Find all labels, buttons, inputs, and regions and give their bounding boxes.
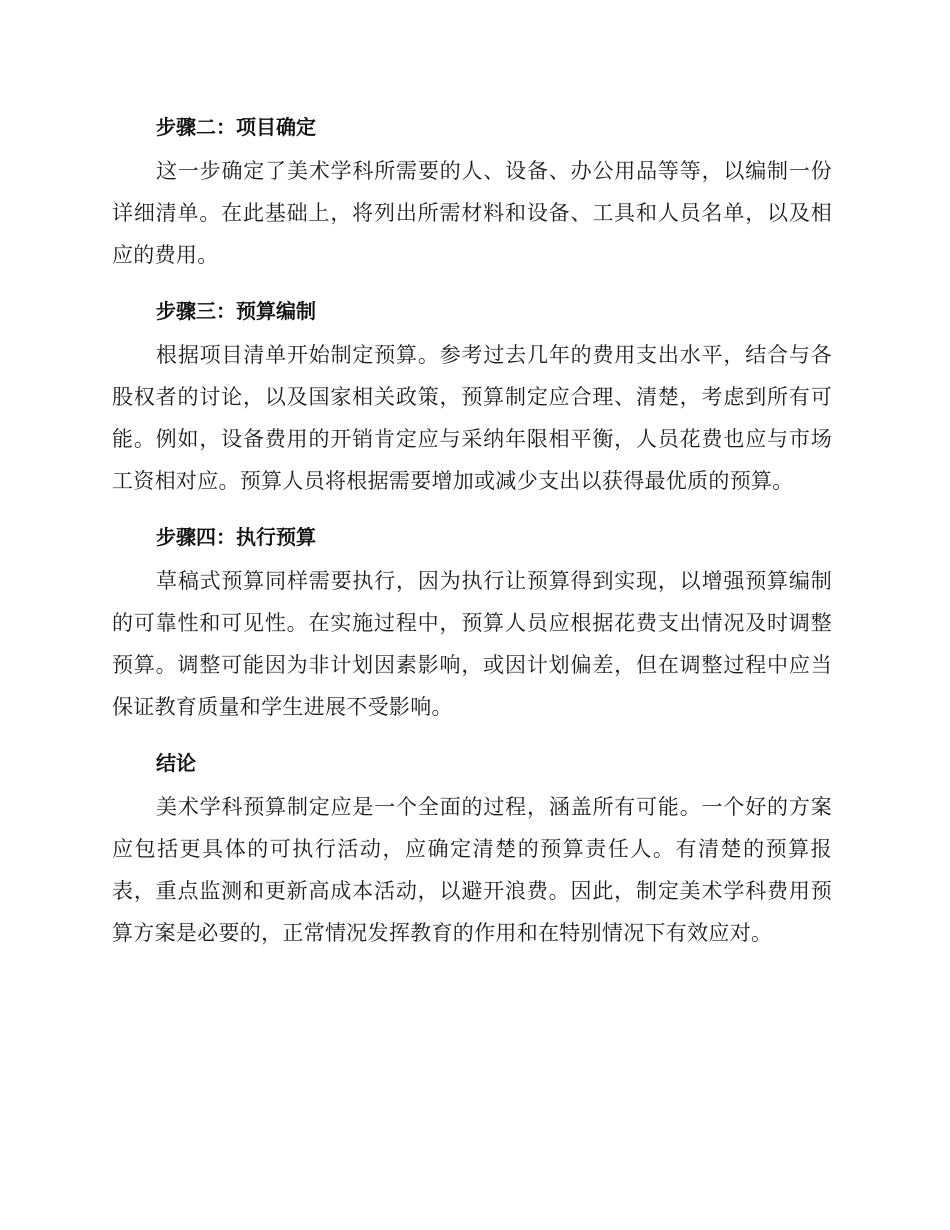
- document-body: [112, 104, 832, 954]
- spacer: [112, 502, 832, 514]
- section-heading-step-four: 步骤四：执行预算: [156, 525, 316, 549]
- section-paragraph-step-three: 根据项目清单开始制定预算。参考过去几年的费用支出水平，结合与各股权者的讨论，以及国家相关政策，预算制定应合理、清楚，考虑到所有可能。例如，设备费用的开销肯定应与采纳年限相平衡，人员花费也应与市场工资相对应。预算人员将根据需要增加或减少支出以获得最优质的预算。: [112, 343, 832, 493]
- section-heading-conclusion: 结论: [156, 751, 196, 775]
- spacer: [112, 276, 832, 288]
- section-heading-step-three: 步骤三：预算编制: [156, 299, 316, 323]
- section-paragraph-conclusion: 美术学科预算制定应是一个全面的过程，涵盖所有可能。一个好的方案应包括更具体的可执行活动，应确定清楚的预算责任人。有清楚的预算报表，重点监测和更新高成本活动，以避开浪费。因此，制定美术学科费用预算方案是必要的，正常情况发挥教育的作用和在特别情况下有效应对。: [112, 795, 832, 945]
- spacer: [112, 728, 832, 740]
- section-paragraph-step-four: 草稿式预算同样需要执行，因为执行让预算得到实现，以增强预算编制的可靠性和可见性。在实施过程中，预算人员应根据花费支出情况及时调整预算。调整可能因为非计划因素影响，或因计划偏差，但在调整过程中应当保证教育质量和学生进展不受影响。: [112, 569, 832, 719]
- section-heading-step-two: 步骤二：项目确定: [156, 115, 316, 139]
- section-paragraph-step-two: 这一步确定了美术学科所需要的人、设备、办公用品等等，以编制一份详细清单。在此基础上，将列出所需材料和设备、工具和人员名单，以及相应的费用。: [112, 159, 832, 267]
